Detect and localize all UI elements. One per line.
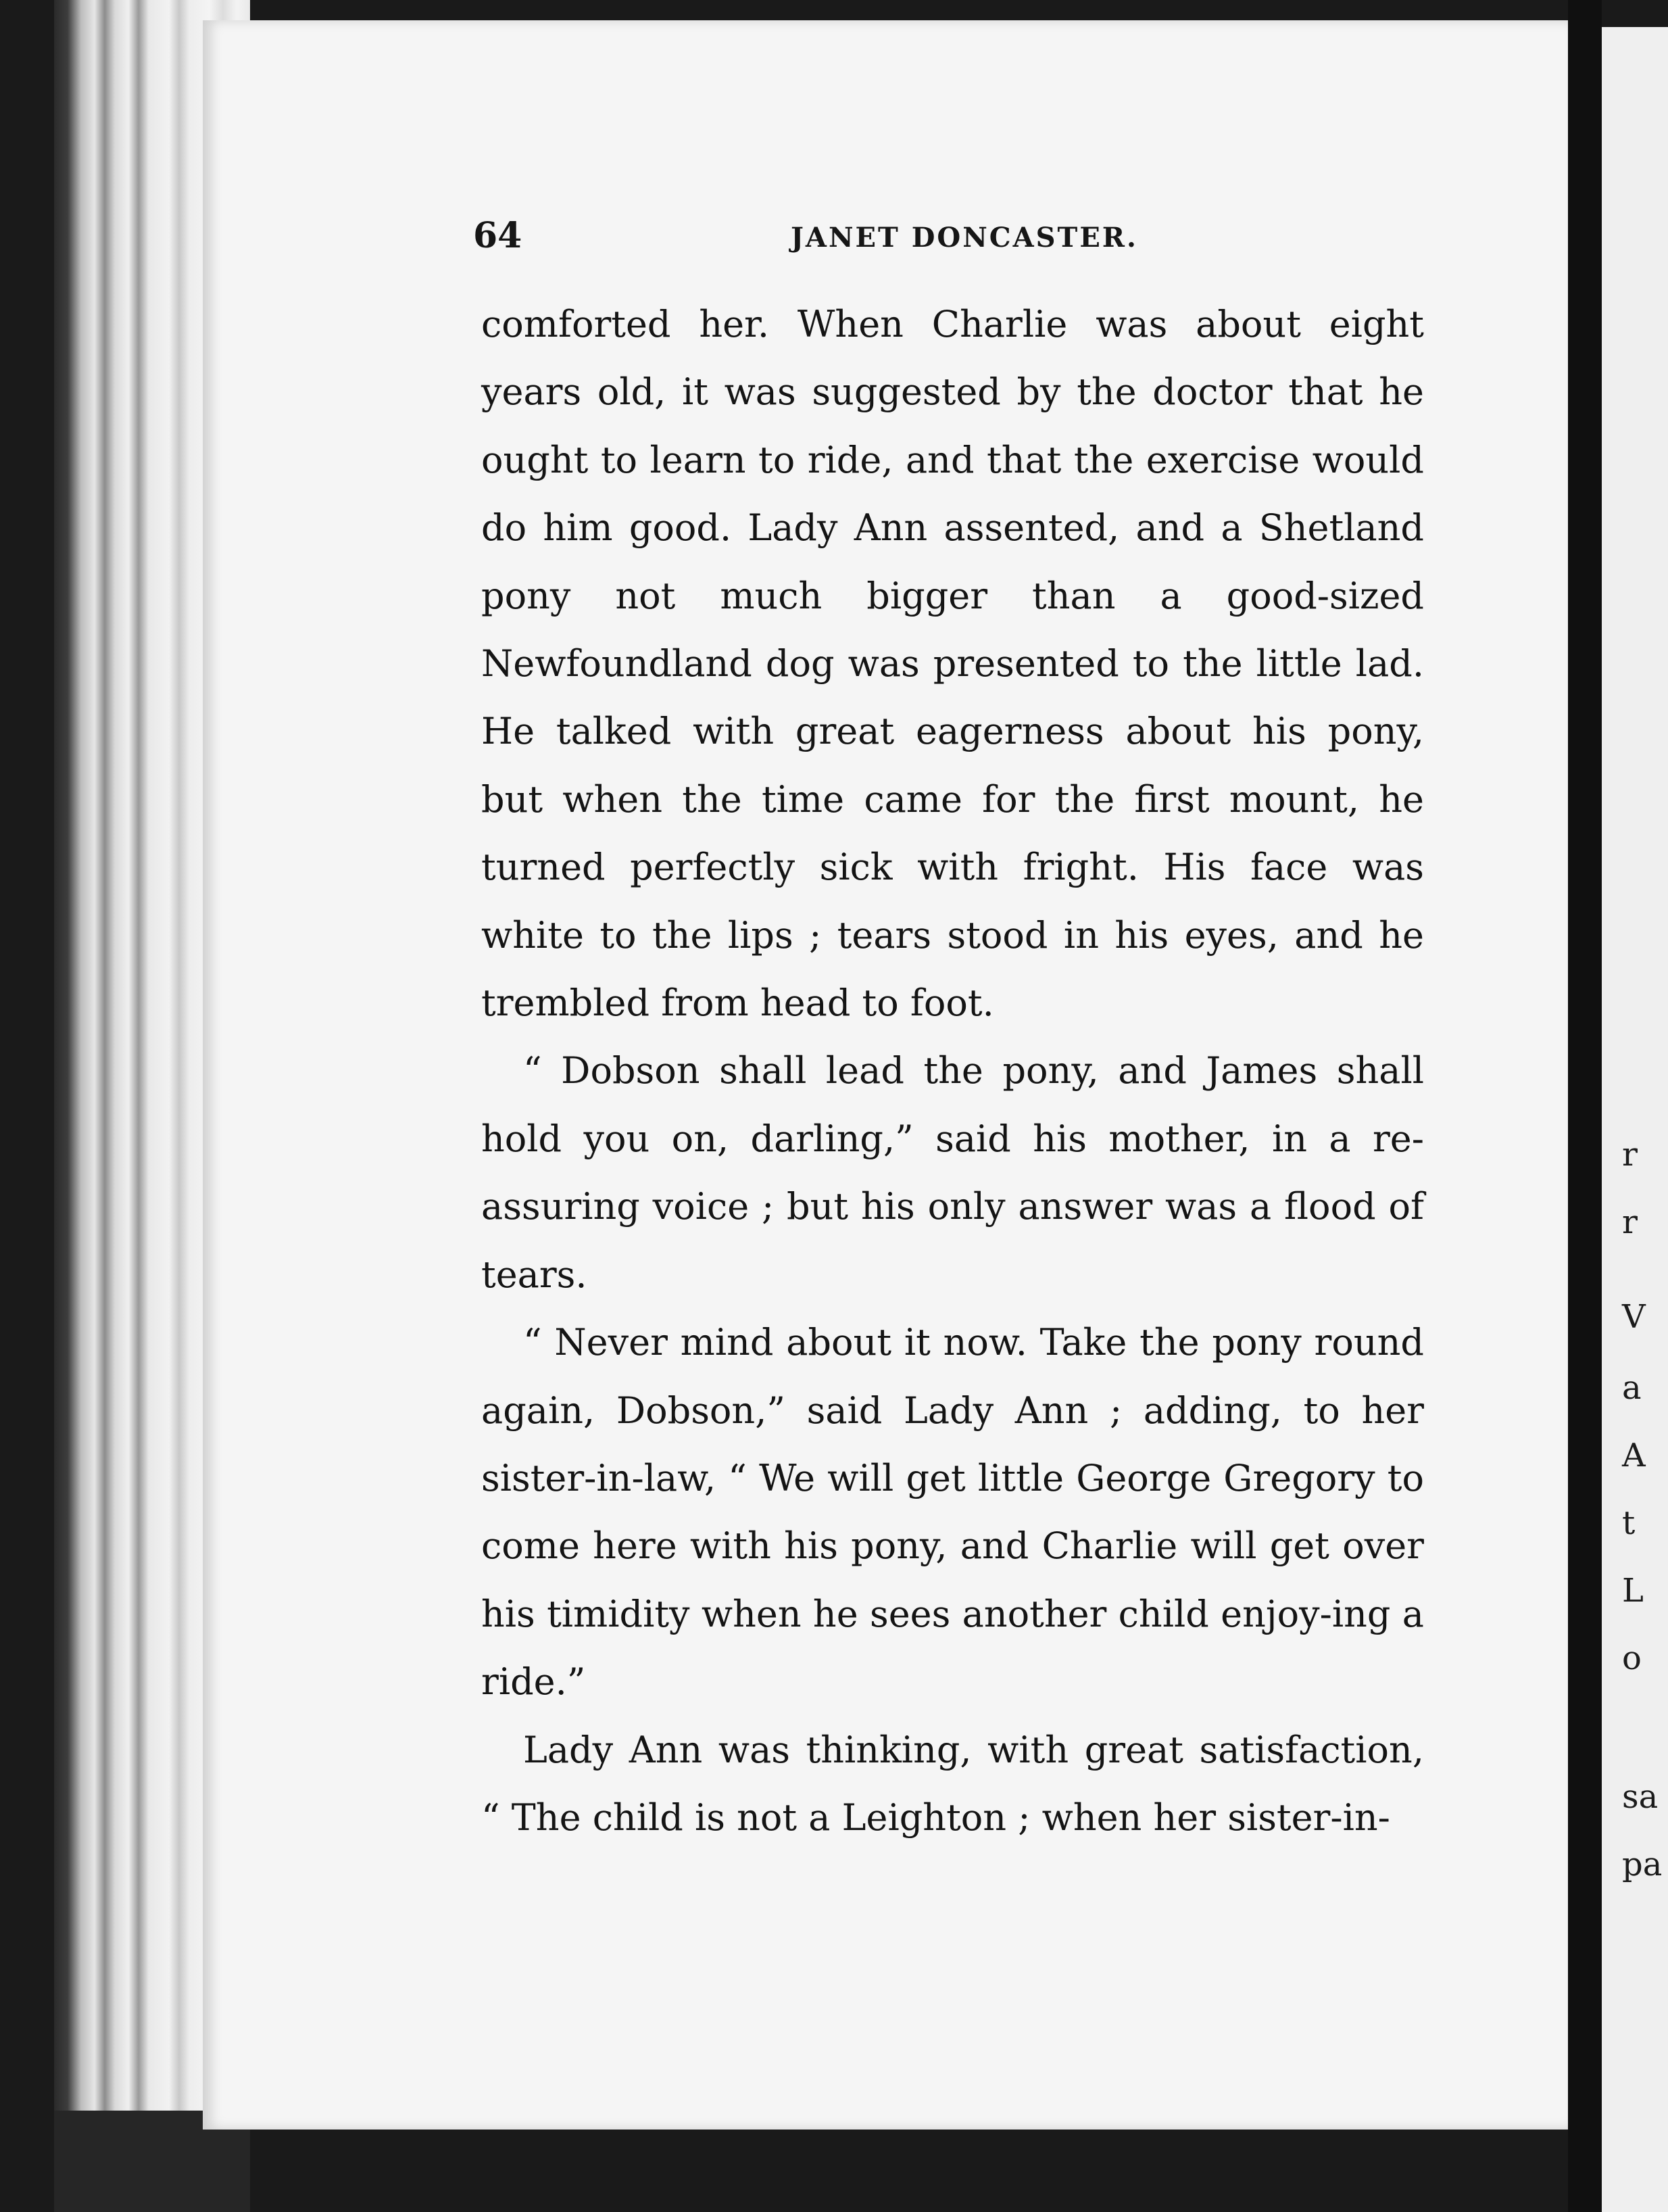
paragraph: comforted her. When Charlie was about eight years old, it was suggested by the doctor that he ought to learn to ride, and that the exercise would do him good. Lady Ann assented, and a Shetland pony not much bigger than a good-sized Newfoundland dog was presented to the little lad. He talked with great eagerness about his pony, but when the time came for the first mount, he turned perfectly sick with fright. His face was white to the lips ; tears stood in his eyes, and he trembled from head to foot. — [481, 303, 1424, 1025]
next-page-letter: sa — [1622, 1778, 1659, 1816]
body-text — [481, 291, 1424, 1852]
next-page-letter: r — [1622, 1203, 1638, 1241]
next-page-letter: t — [1622, 1504, 1636, 1542]
gutter-shadow — [1568, 0, 1602, 2212]
paragraph: Lady Ann was thinking, with great satisfaction, “ The child is not a Leighton ; when her sister-in- — [481, 1728, 1424, 1839]
next-page-letter: o — [1622, 1639, 1642, 1677]
paragraph: “ Dobson shall lead the pony, and James shall hold you on, darling,” said his mother, in a re-assuring voice ; but his only answer was a flood of tears. — [481, 1049, 1424, 1296]
next-page-letter: r — [1622, 1136, 1638, 1174]
next-page-letter: A — [1622, 1437, 1646, 1474]
page-number: 64 — [473, 215, 522, 256]
next-page-letter: pa — [1622, 1846, 1663, 1883]
next-page-fragment — [1602, 27, 1668, 2212]
next-page-letter: V — [1622, 1298, 1646, 1336]
running-title: JANET DONCASTER. — [791, 222, 1138, 254]
next-page-letter: a — [1622, 1369, 1642, 1407]
paragraph: “ Never mind about it now. Take the pony round again, Dobson,” said Lady Ann ; adding, to her sister-in-law, “ We will get little George Gregory to come here with his pony, and Charlie will get over his timidity when he sees another child enjoy-ing a ride.” — [481, 1321, 1424, 1704]
page-header — [473, 215, 1419, 269]
next-page-letter: L — [1622, 1572, 1644, 1610]
